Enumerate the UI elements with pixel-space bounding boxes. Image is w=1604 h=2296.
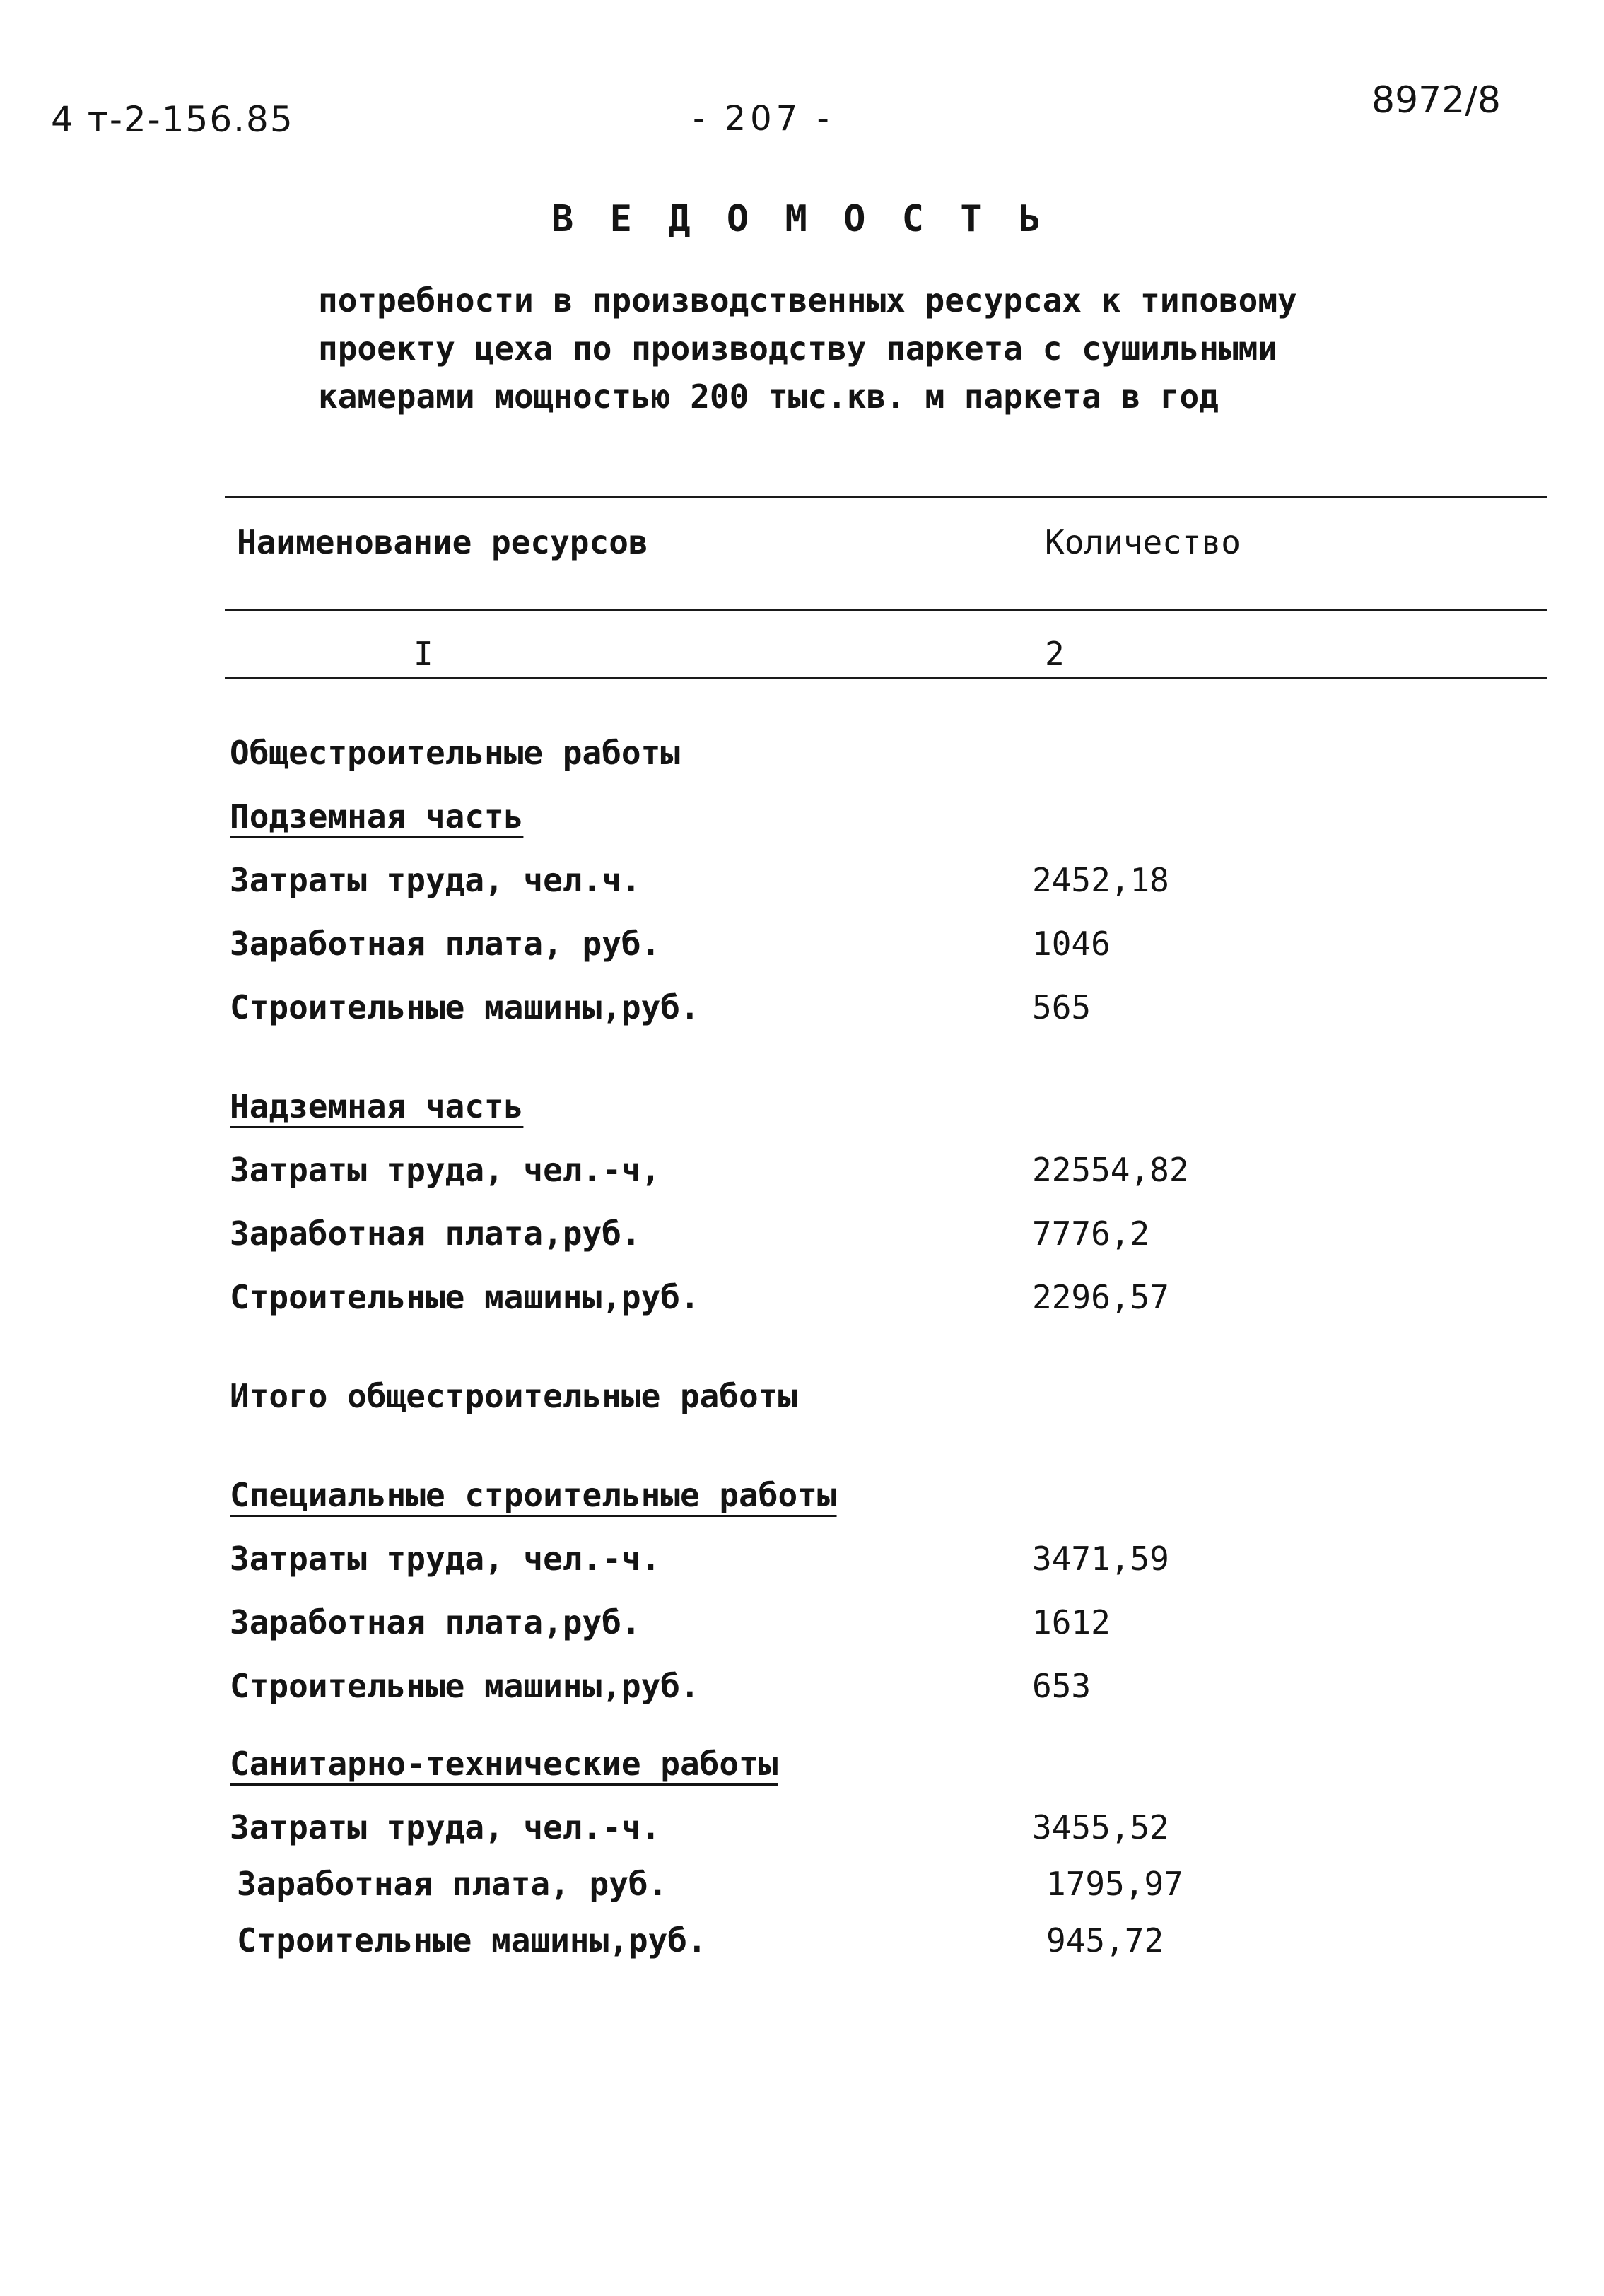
subtitle-line-3: камерами мощностью 200 тыс.кв. м паркета в год bbox=[318, 377, 1219, 416]
item-label: Строительные машины,руб. bbox=[230, 988, 700, 1026]
item-label: Затраты труда, чел.-ч, bbox=[230, 1151, 661, 1189]
item-label: Заработная плата,руб. bbox=[230, 1214, 641, 1253]
section-heading-special-works: Специальные строительные работы bbox=[230, 1476, 837, 1514]
table-top-rule bbox=[225, 496, 1547, 498]
item-value: 3471,59 bbox=[1032, 1540, 1169, 1578]
subtitle-line-1: потребности в производственных ресурсах к типовому bbox=[318, 281, 1297, 320]
item-label: Строительные машины,руб. bbox=[237, 1921, 707, 1960]
item-value: 1046 bbox=[1032, 925, 1111, 963]
table-header-rule bbox=[225, 609, 1547, 611]
item-label: Строительные машины,руб. bbox=[230, 1278, 700, 1316]
column-number-2: 2 bbox=[1045, 635, 1065, 673]
column-header-resource: Наименование ресурсов bbox=[237, 523, 648, 561]
item-label: Затраты труда, чел.-ч. bbox=[230, 1808, 661, 1846]
item-value: 653 bbox=[1032, 1667, 1091, 1705]
document-code: 4 т-2-156.85 bbox=[51, 99, 294, 140]
column-number-1: I bbox=[414, 635, 433, 673]
item-label: Заработная плата, руб. bbox=[237, 1865, 668, 1903]
item-label: Заработная плата, руб. bbox=[230, 925, 661, 963]
section-heading-general-works: Общестроительные работы bbox=[230, 734, 680, 772]
subtitle-line-2: проекту цеха по производству паркета с сушильными bbox=[318, 329, 1278, 368]
page-number: - 207 - bbox=[693, 99, 833, 139]
sheet-reference: 8972/8 bbox=[1371, 79, 1501, 122]
item-label: Затраты труда, чел.-ч. bbox=[230, 1540, 661, 1578]
item-value: 2452,18 bbox=[1032, 861, 1169, 899]
section-heading-aboveground: Надземная часть bbox=[230, 1087, 524, 1125]
item-value: 3455,52 bbox=[1032, 1808, 1169, 1846]
section-heading-underground: Подземная часть bbox=[230, 797, 524, 836]
item-value: 7776,2 bbox=[1032, 1214, 1150, 1253]
item-value: 22554,82 bbox=[1032, 1151, 1189, 1189]
column-header-quantity: Количество bbox=[1045, 523, 1241, 561]
section-heading-sanitary-works: Санитарно-технические работы bbox=[230, 1745, 778, 1783]
item-value: 1795,97 bbox=[1046, 1865, 1183, 1903]
item-label: Заработная плата,руб. bbox=[230, 1603, 641, 1641]
table-numbers-rule bbox=[225, 677, 1547, 679]
item-value: 945,72 bbox=[1046, 1921, 1164, 1960]
item-label: Затраты труда, чел.ч. bbox=[230, 861, 641, 899]
item-value: 565 bbox=[1032, 988, 1091, 1026]
item-value: 2296,57 bbox=[1032, 1278, 1169, 1316]
document-title: В Е Д О М О С Т Ь bbox=[551, 198, 1048, 240]
item-label: Строительные машины,руб. bbox=[230, 1667, 700, 1705]
section-heading-total-general: Итого общестроительные работы bbox=[230, 1377, 798, 1415]
item-value: 1612 bbox=[1032, 1603, 1111, 1641]
